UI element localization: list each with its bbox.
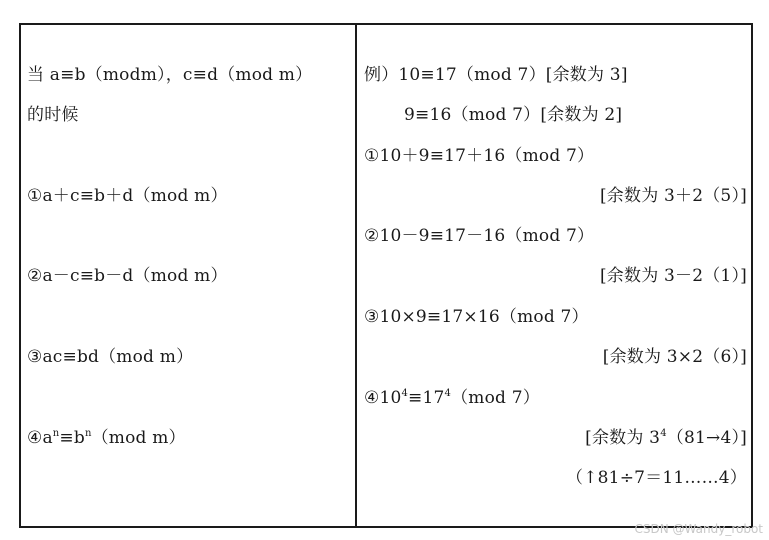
example-multiplication: ③10×9≡17×16（mod 7） (364, 307, 589, 327)
rule-addition: ①a＋c≡b＋d（mod m） (27, 186, 228, 206)
example-addition-remainder: [余数为 3＋2（5）] (599, 186, 747, 206)
example-multiplication-remainder: [余数为 3×2（6）] (602, 347, 747, 367)
rule-power: $④a^n\equiv b^n(mod$ m） (27, 428, 186, 448)
example-line-2: 9≡16（mod 7）[余数为 2] (404, 105, 623, 125)
watermark: CSDN @Wandy_robot (634, 522, 763, 536)
example-power-note: （↑81÷7＝11……4） (566, 468, 747, 488)
left-title-line-2: 的时候 (27, 105, 79, 125)
example-line-1: 例）10≡17（mod 7）[余数为 3] (364, 65, 628, 85)
rule-multiplication: ③ac≡bd（mod m） (27, 347, 194, 367)
rule-subtraction: ②a－c≡b－d（mod m） (27, 266, 228, 286)
example-power: $④10^4\equiv 17^4(mod$ 7） (364, 388, 540, 408)
example-subtraction: ②10－9≡17－16（mod 7） (364, 226, 595, 246)
example-power-remainder: [余数为 $3^4(81\to 4)$] (585, 428, 747, 448)
example-addition: ①10＋9≡17＋16（mod 7） (364, 146, 595, 166)
left-title-line-1: 当 a≡b（modm），c≡d（mod m） (27, 65, 313, 85)
column-divider (355, 23, 357, 528)
example-subtraction-remainder: [余数为 3－2（1）] (599, 266, 747, 286)
